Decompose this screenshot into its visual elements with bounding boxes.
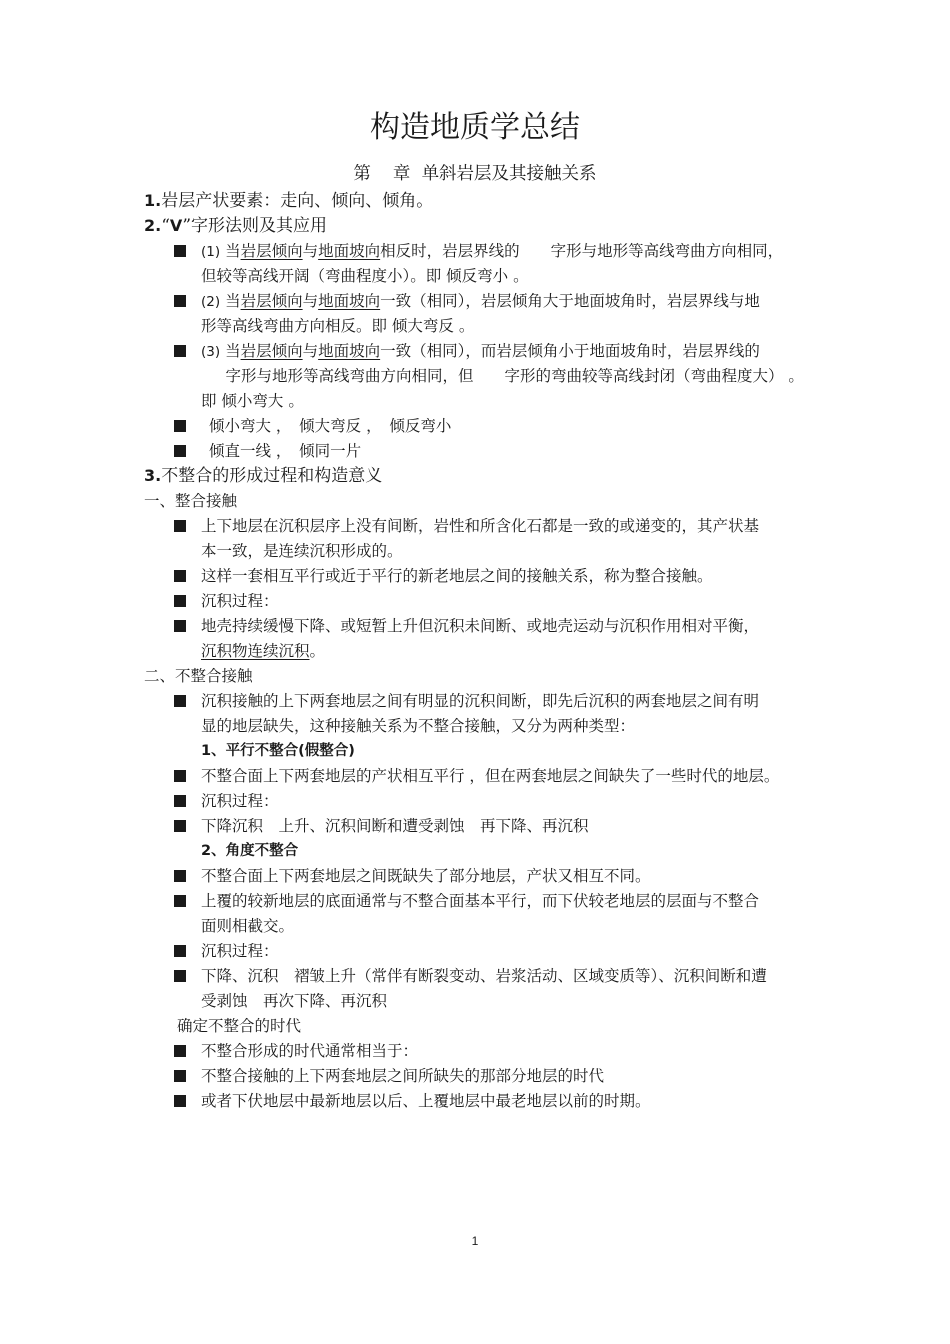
rule-2-mid: 与 xyxy=(302,292,319,310)
angular-item-2-line-2: 面则相截交。 xyxy=(201,917,295,935)
bullet-square-icon xyxy=(174,895,186,907)
unconformity-item-1-line-2: 显的地层缺失，这种接触关系为不整合接触，又分为两种类型： xyxy=(201,717,636,735)
bullet-square-icon xyxy=(174,970,186,982)
conformity-item-4-end: 。 xyxy=(309,642,326,660)
bullet-square-icon xyxy=(174,870,186,882)
section-2-quote-close: ” xyxy=(182,216,192,236)
rule-2-line-2: 形等高线弯曲方向相反。即 倾大弯反 。 xyxy=(201,317,475,335)
section-2-text: 字形法则及其应用 xyxy=(191,216,328,236)
chapter-prefix: 第 xyxy=(353,164,371,184)
section-1-heading xyxy=(144,188,433,214)
conformity-item-3: 沉积过程： xyxy=(201,592,279,610)
rule-2-number: (2) xyxy=(201,294,221,310)
unconformity-type-2: 2、角度不整合 xyxy=(201,843,299,859)
section-1-number: 1. xyxy=(144,191,162,210)
bullet-square-icon xyxy=(174,1070,186,1082)
rule-1-pre: 当 xyxy=(225,242,241,260)
rule-3-number: (3) xyxy=(201,344,221,360)
parallel-item-2: 沉积过程： xyxy=(201,792,279,810)
bullet-square-icon xyxy=(174,595,186,607)
section-3-text: 不整合的形成过程和构造意义 xyxy=(161,466,383,486)
rule-2-pre: 当 xyxy=(225,292,241,310)
bullet-square-icon xyxy=(174,245,186,257)
conformity-item-1-line-2: 本一致，是连续沉积形成的。 xyxy=(201,542,403,560)
summary-line-1: 倾小弯大 ， 倾大弯反 ， 倾反弯小 xyxy=(209,417,452,435)
bullet-square-icon xyxy=(174,770,186,782)
bullet-square-icon xyxy=(174,345,186,357)
rule-2-post: 一致（相同），岩层倾角大于地面坡角时，岩层界线与地 xyxy=(380,292,760,310)
rule-1-underline-dip: 岩层倾向 xyxy=(240,242,303,260)
rule-3-pre: 当 xyxy=(225,342,241,360)
rule-2-underline-slope: 地面坡向 xyxy=(318,292,381,310)
bullet-square-icon xyxy=(174,945,186,957)
bullet-square-icon xyxy=(174,620,186,632)
conformity-heading: 一、整合接触 xyxy=(144,492,238,510)
chapter-heading xyxy=(0,161,950,187)
rule-1-line-2: 但较等高线开阔（弯曲程度小）。即 倾反弯小 。 xyxy=(201,267,529,285)
section-2-v-letter: V xyxy=(169,216,183,235)
section-2-number: 2. xyxy=(144,216,162,235)
rule-1-underline-slope: 地面坡向 xyxy=(318,242,381,260)
bullet-square-icon xyxy=(174,520,186,532)
rule-3-post: 一致（相同），而岩层倾角小于地面坡角时，岩层界线的 xyxy=(380,342,760,360)
bullet-square-icon xyxy=(174,1095,186,1107)
parallel-item-1: 不整合面上下两套地层的产状相互平行 ，但在两套地层之间缺失了一些时代的地层。 xyxy=(201,767,780,785)
bullet-square-icon xyxy=(174,1045,186,1057)
bullet-square-icon xyxy=(174,570,186,582)
rule-3-line-1 xyxy=(201,339,760,365)
unconformity-heading: 二、不整合接触 xyxy=(144,667,253,685)
section-2-heading xyxy=(144,213,327,239)
bullet-square-icon xyxy=(174,445,186,457)
section-2-quote-open: “ xyxy=(161,216,170,236)
rule-2-line-1 xyxy=(201,289,760,315)
angular-item-4-line-2: 受剥蚀 再次下降、再沉积 xyxy=(201,992,388,1010)
conformity-item-4-line-2 xyxy=(201,639,325,664)
section-1-text: 岩层产状要素：走向、倾向、倾角。 xyxy=(161,191,434,211)
document-title: 构造地质学总结 xyxy=(370,110,580,145)
rule-3-line-3: 即 倾小弯大 。 xyxy=(201,392,304,410)
rule-3-line-2: 字形与地形等高线弯曲方向相同，但 字形的弯曲较等高线封闭（弯曲程度大） 。 xyxy=(210,367,804,385)
angular-item-3: 沉积过程： xyxy=(201,942,279,960)
rule-1-line-1 xyxy=(201,239,783,265)
dating-item-3: 或者下伏地层中最新地层以后、上覆地层中最老地层以前的时期。 xyxy=(201,1092,651,1110)
angular-item-4-line-1: 下降、沉积 褶皱上升（常伴有断裂变动、岩浆活动、区域变质等）、沉积间断和遭 xyxy=(201,967,767,985)
chapter-name: 单斜岩层及其接触关系 xyxy=(421,164,597,184)
rule-1-mid: 与 xyxy=(302,242,319,260)
continuous-deposition-underline: 沉积物连续沉积 xyxy=(201,642,310,660)
conformity-item-4-line-1: 地壳持续缓慢下降、或短暂上升但沉积未间断、或地壳运动与沉积作用相对平衡， xyxy=(201,617,760,635)
conformity-item-2: 这样一套相互平行或近于平行的新老地层之间的接触关系，称为整合接触。 xyxy=(201,567,713,585)
unconformity-type-1: 1、平行不整合(假整合) xyxy=(201,743,355,759)
summary-line-2: 倾直一线 ， 倾同一片 xyxy=(209,442,362,460)
section-3-number: 3. xyxy=(144,466,162,485)
dating-item-2: 不整合接触的上下两套地层之间所缺失的那部分地层的时代 xyxy=(201,1067,605,1085)
section-3-heading xyxy=(144,463,382,489)
rule-2-underline-dip: 岩层倾向 xyxy=(240,292,303,310)
bullet-square-icon xyxy=(174,695,186,707)
rule-1-post: 相反时，岩层界线的 字形与地形等高线弯曲方向相同， xyxy=(380,242,784,260)
parallel-item-3: 下降沉积 上升、沉积间断和遭受剥蚀 再下降、再沉积 xyxy=(201,817,589,835)
rule-3-underline-dip: 岩层倾向 xyxy=(240,342,303,360)
chapter-suffix: 章 xyxy=(392,164,411,184)
page-number: 1 xyxy=(471,1234,479,1248)
dating-item-1: 不整合形成的时代通常相当于： xyxy=(201,1042,419,1060)
bullet-square-icon xyxy=(174,795,186,807)
rule-1-number: (1) xyxy=(201,244,221,260)
unconformity-item-1-line-1: 沉积接触的上下两套地层之间有明显的沉积间断，即先后沉积的两套地层之间有明 xyxy=(201,692,760,710)
bullet-square-icon xyxy=(174,420,186,432)
angular-item-1: 不整合面上下两套地层之间既缺失了部分地层，产状又相互不同。 xyxy=(201,867,651,885)
angular-item-2-line-1: 上覆的较新地层的底面通常与不整合面基本平行，而下伏较老地层的层面与不整合 xyxy=(201,892,760,910)
bullet-square-icon xyxy=(174,820,186,832)
bullet-square-icon xyxy=(174,295,186,307)
conformity-item-1-line-1: 上下地层在沉积层序上没有间断，岩性和所含化石都是一致的或递变的，其产状基 xyxy=(201,517,760,535)
rule-3-mid: 与 xyxy=(302,342,319,360)
dating-heading: 确定不整合的时代 xyxy=(177,1017,302,1035)
rule-3-underline-slope: 地面坡向 xyxy=(318,342,381,360)
